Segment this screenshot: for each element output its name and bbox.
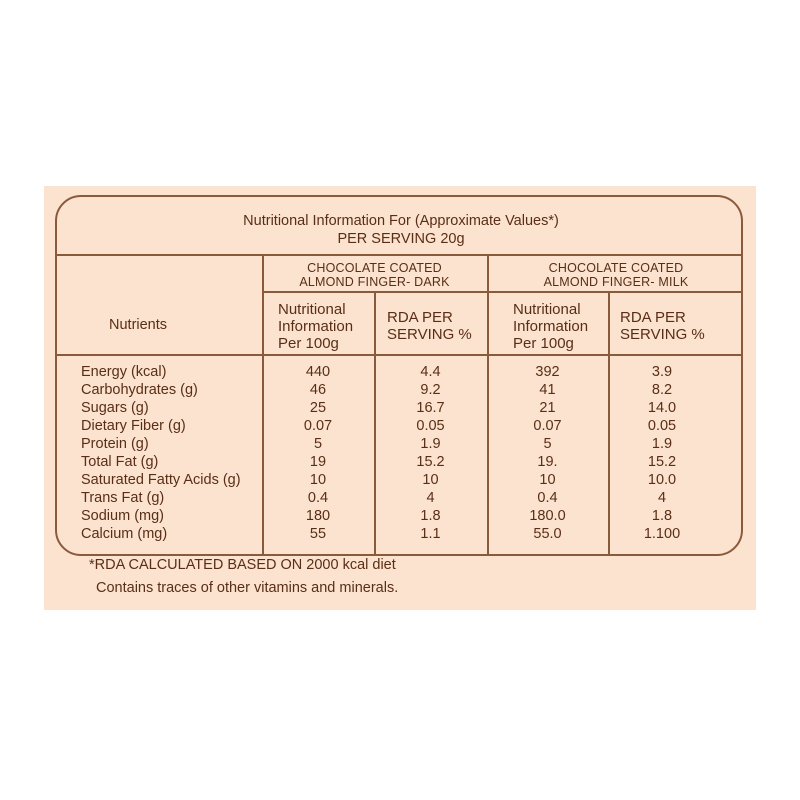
milk-per100-value: 392 (535, 364, 560, 380)
dark-per100-value: 440 (305, 364, 331, 380)
table-row (57, 471, 743, 489)
table-row (57, 489, 743, 507)
dark-rda-value: 1.8 (420, 508, 441, 524)
table-row (57, 453, 743, 471)
nutrient-name: Sugars (g) (81, 400, 149, 416)
milk-per100-value: 41 (539, 382, 556, 398)
dark-per100-value: 19 (309, 454, 327, 470)
rule-header (57, 354, 743, 356)
milk-rda-value: 10.0 (647, 472, 677, 488)
rule-groups (262, 291, 743, 293)
nutrition-table (55, 195, 743, 556)
rda-footnote: *RDA CALCULATED BASED ON 2000 kcal diet (89, 557, 396, 573)
table-row (57, 417, 743, 435)
nutrients-header: Nutrients (109, 317, 168, 333)
table-row (57, 507, 743, 525)
serving-size: PER SERVING 20g (337, 231, 465, 247)
nutrient-name: Dietary Fiber (g) (81, 418, 186, 434)
dark-rda-value: 1.1 (420, 526, 441, 542)
milk-per100-value: 21 (539, 400, 556, 416)
nutrient-name: Energy (kcal) (81, 364, 167, 380)
table-row (57, 525, 743, 543)
dark-per100-value: 25 (309, 400, 327, 416)
dark-per100-value: 5 (313, 436, 323, 452)
table-title: Nutritional Information For (Approximate Values*) (243, 213, 559, 229)
table-row (57, 435, 743, 453)
rule-title (57, 254, 743, 256)
milk-rda-value: 14.0 (647, 400, 677, 416)
nutrient-name: Calcium (mg) (81, 526, 168, 542)
milk-rda-value: 3.9 (651, 364, 673, 380)
milk-rda-value: 1.8 (651, 508, 673, 524)
dark-per100-value: 55 (309, 526, 327, 542)
milk-per100-value: 10 (539, 472, 556, 488)
milk-header-line2: ALMOND FINGER- MILK (543, 275, 689, 289)
milk-per100-value: 0.4 (537, 490, 558, 506)
nutrient-name: Total Fat (g) (81, 454, 159, 470)
dark-rda-header: RDA PER SERVING % (387, 309, 472, 343)
milk-per100-value: 5 (543, 436, 552, 452)
dark-rda-value: 16.7 (416, 400, 445, 416)
dark-per100-value: 10 (309, 472, 327, 488)
milk-per100-value: 55.0 (533, 526, 562, 542)
milk-per100-value: 0.07 (533, 418, 562, 434)
dark-rda-value: 10 (422, 472, 439, 488)
table-row (57, 381, 743, 399)
milk-rda-value: 1.100 (643, 526, 681, 542)
nutrient-name: Sodium (mg) (81, 508, 164, 524)
dark-header-line1: CHOCOLATE COATED (307, 261, 442, 275)
dark-per100-header: Nutritional Information Per 100g (278, 301, 354, 352)
milk-rda-value: 8.2 (651, 382, 673, 398)
nutrient-name: Trans Fat (g) (81, 490, 165, 506)
milk-rda-value: 4 (657, 490, 667, 506)
nutrient-name: Carbohydrates (g) (81, 382, 198, 398)
dark-rda-value: 15.2 (416, 454, 445, 470)
dark-per100-value: 0.07 (303, 418, 333, 434)
table-row (57, 363, 743, 381)
milk-rda-value: 1.9 (651, 436, 673, 452)
dark-per100-value: 46 (309, 382, 327, 398)
nutrient-name: Protein (g) (81, 436, 149, 452)
dark-per100-value: 0.4 (307, 490, 329, 506)
milk-header-line1: CHOCOLATE COATED (548, 261, 684, 275)
milk-rda-value: 0.05 (647, 418, 677, 434)
milk-per100-header: Nutritional Information Per 100g (513, 301, 589, 352)
dark-rda-value: 4 (426, 490, 435, 506)
dark-per100-value: 180 (305, 508, 331, 524)
table-row (57, 399, 743, 417)
milk-rda-value: 15.2 (647, 454, 677, 470)
nutrient-name: Saturated Fatty Acids (g) (81, 472, 241, 488)
milk-rda-header: RDA PER SERVING % (620, 309, 705, 343)
milk-per100-value: 180.0 (529, 508, 566, 524)
vitamins-note: Contains traces of other vitamins and minerals. (96, 580, 399, 596)
milk-per100-value: 19. (537, 454, 558, 470)
dark-rda-value: 4.4 (420, 364, 441, 380)
dark-rda-value: 9.2 (420, 382, 441, 398)
dark-rda-value: 0.05 (416, 418, 445, 434)
dark-rda-value: 1.9 (420, 436, 441, 452)
dark-header-line2: ALMOND FINGER- DARK (299, 275, 450, 289)
